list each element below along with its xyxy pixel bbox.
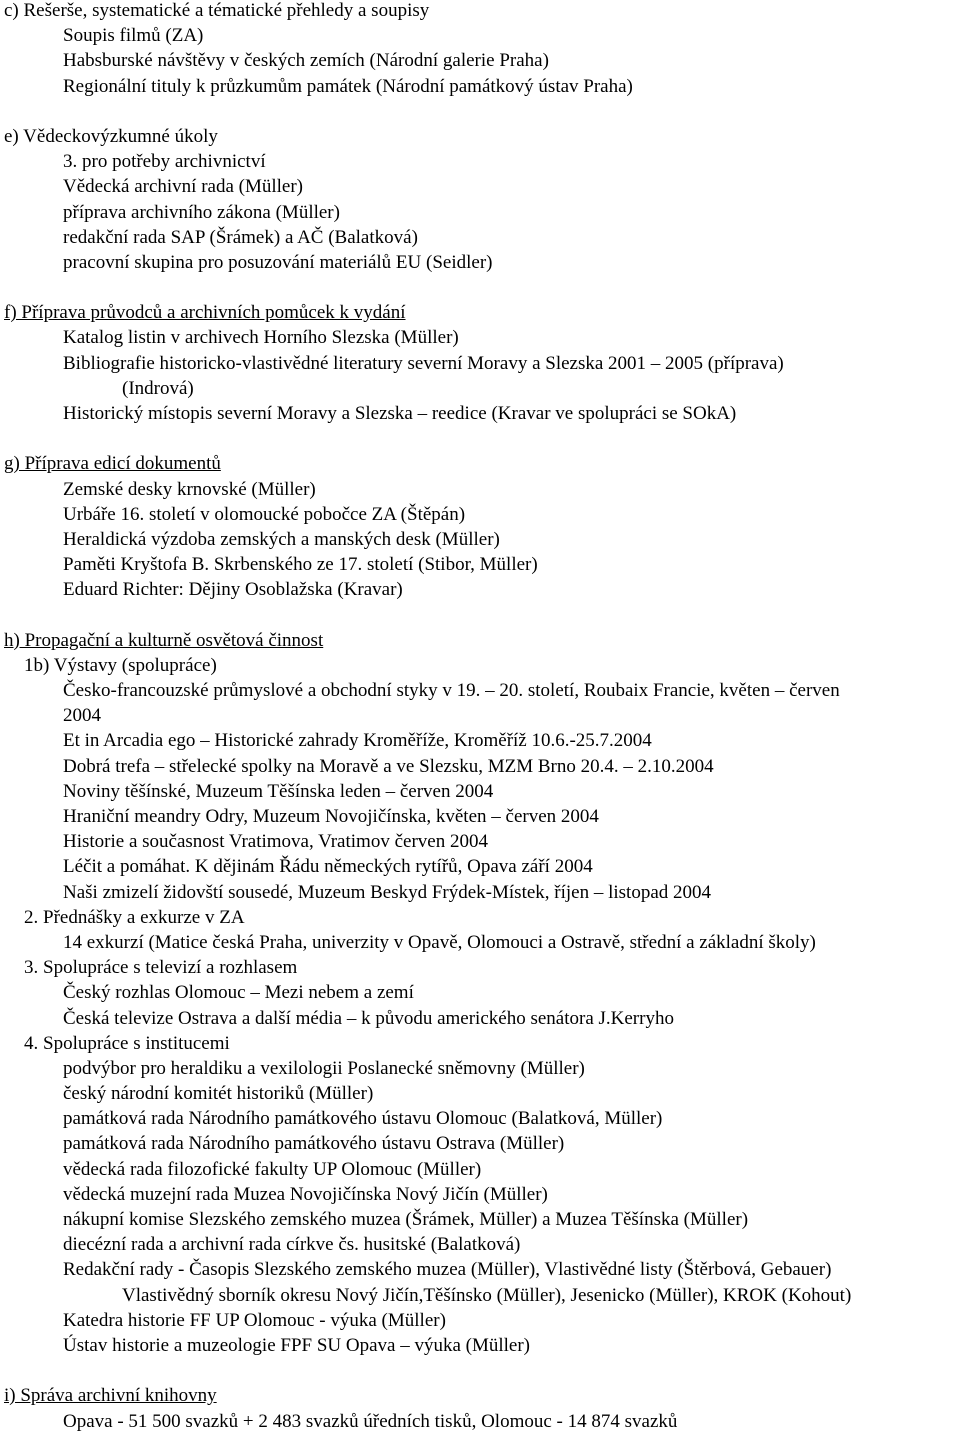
exhibition-item: Léčit a pomáhat. K dějinám Řádu německých rytířů, Opava září 2004 (63, 856, 593, 878)
media-item: Český rozhlas Olomouc – Mezi nebem a zemí (63, 982, 414, 1004)
section-e-item: pracovní skupina pro posuzování materiálů EU (Seidler) (63, 251, 493, 273)
section-f-item-continuation: (Indrová) (122, 377, 194, 399)
library-item: Opava - 51 500 svazků + 2 483 svazků úředních tisků, Olomouc - 14 874 svazků (63, 1410, 678, 1432)
spacer (0, 426, 960, 451)
exhibition-item: Naši zmizelí židovští sousedé, Muzeum Beskyd Frýdek-Místek, říjen – listopad 2004 (63, 881, 712, 903)
section-g-item: Paměti Kryštofa B. Skrbenského ze 17. století (Stibor, Müller) (63, 554, 538, 576)
institution-item-continuation: Vlastivědný sborník okresu Nový Jičín,Těšínsko (Müller), Jesenicko (Müller), KROK (Kohout) (122, 1284, 852, 1306)
section-e-subheading: 3. pro potřeby archivnictví (63, 151, 266, 173)
section-i-heading-text: i) Správa archivní knihovny (4, 1385, 217, 1407)
section-g-item: Zemské desky krnovské (Müller) (63, 478, 316, 500)
section-f-heading (0, 300, 960, 325)
section-e-item: příprava archivního zákona (Müller) (63, 201, 340, 223)
spacer (0, 1358, 960, 1383)
section-h-heading (0, 628, 960, 653)
institution-item: památková rada Národního památkového ústavu Ostrava (Müller) (63, 1133, 565, 1155)
institution-item: Katedra historie FF UP Olomouc - výuka (Müller) (63, 1309, 446, 1331)
section-f-item: Katalog listin v archivech Horního Slezska (Müller) (63, 327, 459, 349)
section-h-sub1-title: 1b) Výstavy (spolupráce) (24, 654, 217, 676)
exhibition-item: Noviny těšínské, Muzeum Těšínska leden – červen 2004 (63, 780, 494, 802)
section-e-item: Vědecká archivní rada (Müller) (63, 176, 304, 198)
section-h-sub2-title: 2. Přednášky a exkurze v ZA (24, 906, 245, 928)
section-h-sub4-title: 4. Spolupráce s institucemi (24, 1032, 230, 1054)
section-g-heading-text: g) Příprava edicí dokumentů (4, 453, 221, 475)
spacer (0, 603, 960, 628)
section-g-item: Eduard Richter: Dějiny Osoblažska (Kravar) (63, 579, 403, 601)
section-h-sub3-title: 3. Spolupráce s televizí a rozhlasem (24, 957, 298, 979)
spacer (0, 99, 960, 124)
section-f-heading-text: f) Příprava průvodců a archivních pomůcek k vydání (4, 302, 406, 324)
section-c-item: Regionální tituly k průzkumům památek (Národní památkový ústav Praha) (63, 75, 633, 97)
section-c-item: Habsburské návštěvy v českých zemích (Národní galerie Praha) (63, 50, 549, 72)
spacer (0, 275, 960, 300)
institution-item: vědecká muzejní rada Muzea Novojičínska Nový Jičín (Müller) (63, 1183, 548, 1205)
institution-item: nákupní komise Slezského zemského muzea (Šrámek, Müller) a Muzea Těšínska (Müller) (63, 1209, 749, 1230)
section-c-heading: c) Rešerše, systematické a tématické přehledy a soupisy (4, 0, 430, 21)
section-c-item: Soupis filmů (ZA) (63, 25, 204, 47)
institution-item: podvýbor pro heraldiku a vexilologii Poslanecké sněmovny (Müller) (63, 1057, 585, 1079)
section-f-item: Bibliografie historicko-vlastivědné literatury severní Moravy a Slezska 2001 – 2005 (příprava) (63, 352, 784, 374)
exhibition-item-continuation: 2004 (63, 705, 101, 727)
institution-item: vědecká rada filozofické fakulty UP Olomouc (Müller) (63, 1158, 482, 1180)
media-item: Česká televize Ostrava a další média – k původu amerického senátora J.Kerryho (63, 1007, 674, 1029)
lecture-item: 14 exkurzí (Matice česká Praha, univerzity v Opavě, Olomouci a Ostravě, střední a základní školy) (63, 931, 816, 953)
section-i-heading (0, 1383, 960, 1408)
exhibition-item: Et in Arcadia ego – Historické zahrady Kroměříže, Kroměříž 10.6.-25.7.2004 (63, 730, 652, 752)
section-g-item: Heraldická výzdoba zemských a manských desk (Müller) (63, 528, 500, 550)
section-e-item: redakční rada SAP (Šrámek) a AČ (Balatková) (63, 226, 418, 248)
exhibition-item: Dobrá trefa – střelecké spolky na Moravě a ve Slezsku, MZM Brno 20.4. – 2.10.2004 (63, 755, 714, 777)
section-g-item: Urbáře 16. století v olomoucké pobočce ZA (Štěpán) (63, 503, 466, 525)
institution-item: český národní komitét historiků (Müller) (63, 1083, 374, 1105)
exhibition-item: Historie a současnost Vratimova, Vratimov červen 2004 (63, 831, 488, 853)
section-e-heading: e) Vědeckovýzkumné úkoly (4, 125, 218, 147)
exhibition-item: Hraniční meandry Odry, Muzeum Novojičínska, květen – červen 2004 (63, 806, 599, 827)
institution-item: Redakční rady - Časopis Slezského zemského muzea (Müller), Vlastivědné listy (Štěrbová, Gebauer) (63, 1259, 832, 1281)
institution-item: Ústav historie a muzeologie FPF SU Opava – výuka (Müller) (63, 1334, 531, 1356)
institution-item: památková rada Národního památkového ústavu Olomouc (Balatková, Müller) (63, 1108, 663, 1130)
section-g-heading (0, 451, 960, 476)
exhibition-item: Česko-francouzské průmyslové a obchodní styky v 19. – 20. století, Roubaix Francie, květen – červen (63, 680, 840, 702)
institution-item: diecézní rada a archivní rada církve čs. husitské (Balatková) (63, 1234, 521, 1256)
section-h-heading-text: h) Propagační a kulturně osvětová činnost (4, 629, 324, 651)
section-f-item: Historický místopis severní Moravy a Slezska – reedice (Kravar ve spolupráci se SOkA) (63, 403, 737, 424)
